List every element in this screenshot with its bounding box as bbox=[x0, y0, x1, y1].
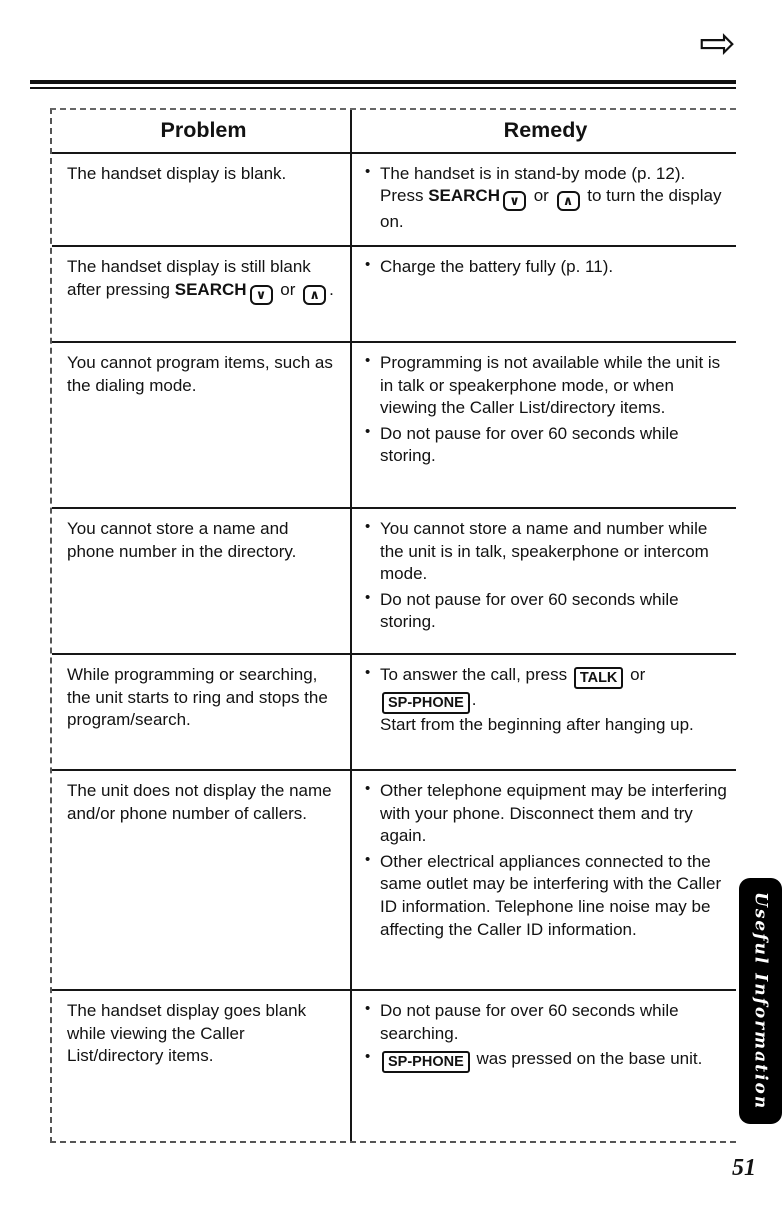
chevron-down-glyph: ∨ bbox=[509, 193, 520, 209]
bullet-icon: • bbox=[365, 1048, 371, 1066]
bullet-icon: • bbox=[365, 1000, 371, 1018]
problem-text: You cannot program items, such as the dialing mode. bbox=[67, 353, 333, 395]
table-row bbox=[52, 655, 736, 771]
problem-text: . bbox=[329, 279, 334, 299]
problem-cell bbox=[52, 509, 352, 653]
remedy-text: . bbox=[471, 690, 477, 710]
remedy-text: Do not pause for over 60 seconds while searching. bbox=[380, 1001, 679, 1043]
remedy-cell bbox=[352, 771, 736, 989]
section-tab-label: Useful Information bbox=[750, 891, 771, 1111]
troubleshooting-table bbox=[50, 108, 736, 1143]
problem-text: The handset display is blank. bbox=[67, 163, 287, 183]
sp-phone-button-label: SP-PHONE bbox=[382, 692, 470, 714]
remedy-text: You cannot store a name and number while the unit is in talk, speakerphone or intercom mode. bbox=[380, 519, 709, 584]
remedy-text: Start from the beginning after hanging up. bbox=[380, 715, 694, 735]
problem-text: The handset display is still blank after pressing bbox=[67, 257, 311, 299]
double-rule-divider bbox=[30, 80, 736, 89]
table-row bbox=[52, 771, 736, 991]
bullet-icon: • bbox=[365, 780, 371, 798]
remedy-cell bbox=[352, 509, 736, 653]
remedy-text: or bbox=[625, 665, 646, 685]
table-row bbox=[52, 154, 736, 247]
remedy-cell bbox=[352, 655, 736, 769]
down-arrow-key-icon bbox=[503, 191, 526, 211]
remedy-text: or bbox=[528, 186, 554, 206]
remedy-text: to turn the display on. bbox=[380, 186, 722, 232]
remedy-text: The handset is in stand-by mode (p. 12). Press bbox=[380, 163, 686, 206]
remedy-bullet bbox=[363, 851, 728, 941]
problem-cell bbox=[52, 771, 352, 989]
remedy-text: Other electrical appliances connected to the same outlet may be interfering with the Caller ID information. Telephone line noise may be affecting the Caller ID information. bbox=[380, 851, 722, 939]
remedy-bullet bbox=[363, 780, 728, 848]
page-number: 51 bbox=[732, 1155, 756, 1181]
remedy-bullet bbox=[363, 1048, 728, 1073]
forward-arrow-icon: ⇨ bbox=[699, 19, 736, 68]
remedy-cell bbox=[352, 247, 736, 341]
problem-text: The handset display goes blank while viewing the Caller List/directory items. bbox=[67, 1001, 307, 1066]
bullet-icon: • bbox=[365, 664, 371, 682]
problem-text: You cannot store a name and phone number in the directory. bbox=[67, 519, 297, 561]
remedy-cell bbox=[352, 991, 736, 1141]
remedy-cell bbox=[352, 343, 736, 507]
problem-text: While programming or searching, the unit starts to ring and stops the program/search. bbox=[67, 665, 328, 730]
remedy-bullet bbox=[363, 1000, 728, 1045]
search-button-label: SEARCH bbox=[174, 279, 247, 299]
remedy-column-header: Remedy bbox=[503, 118, 588, 142]
remedy-bullet bbox=[363, 163, 728, 234]
problem-cell bbox=[52, 154, 352, 245]
table-row bbox=[52, 509, 736, 655]
table-header-row bbox=[52, 110, 736, 154]
remedy-text: Do not pause for over 60 seconds while storing. bbox=[380, 423, 679, 466]
bullet-icon: • bbox=[365, 422, 371, 440]
up-arrow-key-icon bbox=[557, 191, 580, 211]
bullet-icon: • bbox=[365, 256, 371, 274]
problem-cell bbox=[52, 655, 352, 769]
search-button-label: SEARCH bbox=[428, 186, 500, 206]
problem-text: The unit does not display the name and/or phone number of callers. bbox=[67, 781, 332, 823]
chevron-up-glyph: ∧ bbox=[562, 193, 574, 209]
bullet-icon: • bbox=[365, 352, 371, 370]
remedy-bullet bbox=[363, 256, 728, 279]
talk-button-label: TALK bbox=[574, 667, 624, 689]
remedy-bullet bbox=[363, 518, 728, 586]
bullet-icon: • bbox=[365, 850, 371, 868]
sp-phone-button-label: SP-PHONE bbox=[382, 1051, 470, 1073]
remedy-bullet bbox=[363, 352, 728, 420]
table-row bbox=[52, 247, 736, 343]
remedy-cell bbox=[352, 154, 736, 245]
remedy-bullet bbox=[363, 589, 728, 634]
problem-cell bbox=[52, 991, 352, 1141]
down-arrow-key-icon bbox=[250, 285, 273, 305]
chevron-up-glyph: ∧ bbox=[309, 286, 320, 302]
remedy-bullet bbox=[363, 423, 728, 468]
problem-cell bbox=[52, 247, 352, 341]
remedy-text: Charge the battery fully (p. 11). bbox=[380, 257, 614, 277]
table-row bbox=[52, 991, 736, 1141]
problem-text: or bbox=[275, 279, 301, 299]
useful-information-section-tab bbox=[739, 878, 782, 1124]
bullet-icon: • bbox=[365, 162, 371, 180]
bullet-icon: • bbox=[365, 518, 371, 536]
remedy-text: Other telephone equipment may be interfering with your phone. Disconnect them and try again. bbox=[380, 781, 727, 846]
remedy-bullet bbox=[363, 664, 728, 737]
remedy-text: Do not pause for over 60 seconds while storing. bbox=[380, 589, 679, 632]
remedy-text: Programming is not available while the unit is in talk or speakerphone mode, or when viewing the Caller List/directory items. bbox=[380, 353, 721, 418]
problem-column-header: Problem bbox=[52, 110, 352, 152]
up-arrow-key-icon bbox=[303, 285, 326, 305]
remedy-text: was pressed on the base unit. bbox=[471, 1049, 703, 1069]
chevron-down-glyph: ∨ bbox=[255, 286, 267, 302]
table-row bbox=[52, 343, 736, 509]
problem-cell bbox=[52, 343, 352, 507]
bullet-icon: • bbox=[365, 588, 371, 606]
remedy-text: To answer the call, press bbox=[380, 665, 572, 685]
